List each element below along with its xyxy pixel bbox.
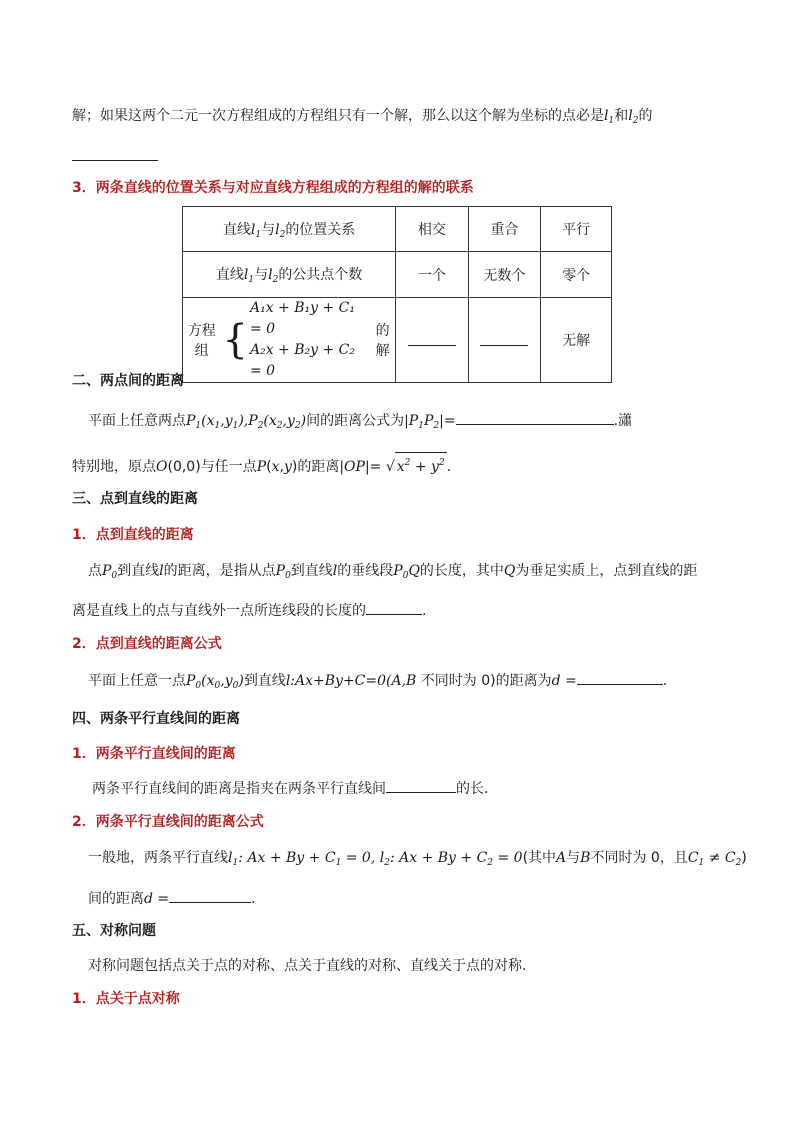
- sec3-sub2: 2．点到直线的距离公式: [72, 636, 222, 652]
- sec3-heading: 三、点到直线的距离: [72, 491, 198, 507]
- sec3-sub1: 1．点到直线的距离: [72, 527, 194, 543]
- sec4-heading: 四、两条平行直线间的距离: [72, 711, 240, 727]
- table-row: [183, 298, 612, 383]
- equation-1: A₁x + B₁y + C₁ = 0: [249, 300, 355, 337]
- sec2-heading: 二、两点间的距离: [72, 373, 184, 389]
- sec3-line1: 点$P_0$到直线l的距离，是指从点$P_0$到直线l的垂线段$P_0Q$的长度，其中Q为垂足实质上，点到直线的距: [88, 563, 698, 581]
- equation-2: A₂x + B₂y + C₂ = 0: [249, 342, 355, 379]
- table-cell: 一个: [396, 252, 468, 298]
- table-cell: 重合: [468, 207, 540, 252]
- intro-and: 和: [614, 108, 629, 124]
- math-l2: $l_2$: [628, 108, 639, 126]
- intro-line: [72, 106, 652, 131]
- answer-blank[interactable]: [456, 410, 614, 425]
- table-cell: 直线$l_1$与$l_2$的公共点个数: [183, 252, 396, 298]
- table-cell: 无数个: [468, 252, 540, 298]
- equation-system: 方程组 { A₁x + B₁y + C₁ = 0 A₂x + B₂y + C₂ = 0 的解: [183, 298, 395, 382]
- table-cell: 零个: [541, 252, 612, 298]
- answer-blank[interactable]: [366, 600, 422, 615]
- sec5-sub1: 1．点关于点对称: [72, 991, 180, 1007]
- table-cell: 无解: [541, 298, 612, 383]
- sec5-heading: 五、对称问题: [72, 923, 156, 939]
- intro-blank-line: [72, 146, 158, 167]
- answer-blank[interactable]: [386, 778, 456, 793]
- table-cell: 平行: [541, 207, 612, 252]
- intro-end: 的: [638, 108, 653, 124]
- answer-blank[interactable]: [408, 331, 456, 346]
- sec3-line2: 离是直线上的点与直线外一点所连线段的长度的 .: [72, 600, 426, 621]
- sec2-line2: 特别地，原点O(0,0)与任一点P(x,y)的距离|OP|= √ $x^2 + y^2$ .: [72, 452, 451, 477]
- answer-blank[interactable]: [480, 331, 528, 346]
- intro-text: 解；如果这两个二元一次方程组成的方程组只有一个解，那么以这个解为坐标的点必是: [72, 108, 604, 124]
- section3-heading: 3．两条直线的位置关系与对应直线方程组成的方程组的解的联系: [72, 180, 474, 196]
- sec2-line1: 平面上任意两点$P_1(x_1,y_1),P_2(x_2,y_2)$间的距离公式为$|P_1P_2|=$ .瀟: [88, 410, 632, 436]
- answer-blank[interactable]: [169, 888, 251, 903]
- sec4-line1: 两条平行直线间的距离是指夹在两条平行直线间 的长.: [92, 778, 488, 799]
- answer-blank[interactable]: [72, 146, 158, 161]
- sec4-line2: 一般地，两条平行直线$l_1$: $Ax + By + C_1 = 0$, $l_2$: $Ax + By + C_2 = 0$(其中A与B不同时为 0，且$C_1 \ne C_2$): [88, 850, 747, 868]
- relation-table: [182, 206, 612, 383]
- sec3-line3: 平面上任意一点$P_0(x_0,y_0)$到直线l:Ax+By+C=0(A,B 不同时为 0)的距离为d = .: [88, 670, 667, 696]
- table-cell: 直线$l_1$与$l_2$的位置关系: [183, 207, 396, 252]
- math-l1: $l_1$: [604, 108, 615, 126]
- table-cell: 相交: [396, 207, 468, 252]
- table-row: [183, 252, 612, 298]
- answer-blank[interactable]: [577, 670, 663, 685]
- sec4-sub2: 2．两条平行直线间的距离公式: [72, 814, 264, 830]
- table-row: [183, 207, 612, 252]
- sec4-line3: 间的距离d = .: [88, 888, 256, 909]
- sec5-line1: 对称问题包括点关于点的对称、点关于直线的对称、直线关于点的对称.: [88, 958, 527, 974]
- sec4-sub1: 1．两条平行直线间的距离: [72, 746, 236, 762]
- table-cell: [183, 298, 396, 383]
- table-cell: [396, 298, 468, 383]
- table-cell: [468, 298, 540, 383]
